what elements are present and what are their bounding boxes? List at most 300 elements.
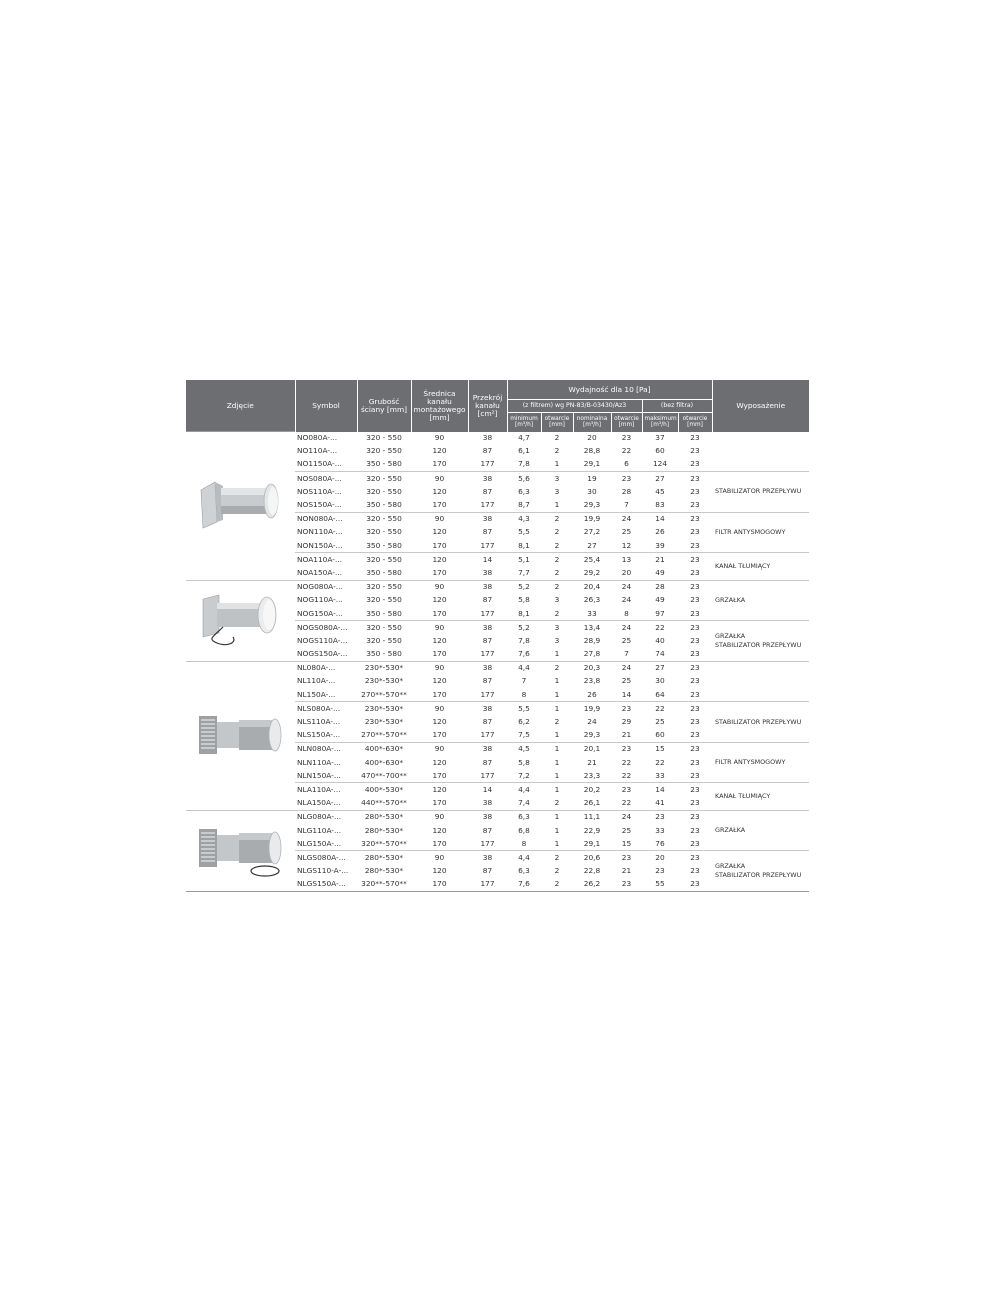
cell-opening-min: 1 [541, 742, 573, 756]
cell-max-flow: 76 [655, 838, 665, 848]
cell-min-flow: 8 [521, 838, 527, 848]
cell-opening-nominal: 22 [621, 770, 632, 780]
cell-max-flow: 14 [642, 783, 678, 797]
cell-symbol: NO110A-... [297, 446, 338, 456]
cell-channel-diameter: 170 [432, 500, 447, 510]
cell-channel-diameter: 170 [432, 838, 447, 848]
cell-opening-min: 2 [541, 580, 573, 594]
cell-channel-diameter: 120 [432, 866, 447, 876]
cell-opening-min: 1 [541, 702, 573, 716]
cell-opening-max: 23 [690, 595, 700, 605]
cell-symbol: NO080A-... [297, 433, 338, 443]
cell-wall-thickness: 320 - 550 [366, 595, 402, 605]
cell-opening-max: 23 [690, 433, 700, 443]
cell-symbol: NON110A-... [297, 527, 343, 537]
cell-opening-nominal: 20 [621, 567, 632, 577]
cell-channel-section: 14 [468, 783, 507, 797]
cell-opening-max: 23 [690, 838, 700, 848]
cell-equipment: FILTR ANTYSMOGOWY [712, 512, 809, 553]
cell-opening-max: 23 [690, 730, 700, 740]
cell-nominal-flow: 30 [587, 486, 597, 496]
table-row [186, 432, 809, 445]
cell-nominal-flow: 23,8 [583, 676, 601, 686]
cell-symbol: NOG110A-... [297, 595, 343, 605]
cell-nominal-flow: 19,9 [573, 512, 611, 526]
cell-symbol: NL150A-... [297, 689, 336, 699]
cell-opening-min: 2 [541, 553, 573, 567]
cell-min-flow: 4,5 [507, 742, 541, 756]
cell-symbol: NLGS150A-... [297, 879, 346, 889]
cell-wall-thickness: 280*-530* [357, 810, 411, 824]
cell-opening-max: 23 [690, 757, 700, 767]
cell-min-flow: 4,4 [507, 851, 541, 865]
cell-channel-diameter: 90 [411, 851, 468, 865]
cell-opening-max: 23 [678, 810, 712, 824]
cell-channel-diameter: 90 [411, 472, 468, 486]
cell-wall-thickness: 350 - 580 [366, 567, 402, 577]
cell-opening-max: 23 [678, 783, 712, 797]
cell-opening-nominal: 23 [611, 851, 642, 865]
cell-channel-diameter: 170 [432, 879, 447, 889]
cell-channel-section: 87 [482, 635, 493, 645]
cell-wall-thickness: 320 - 550 [357, 621, 411, 635]
cell-channel-section: 14 [468, 553, 507, 567]
cell-wall-thickness: 270**-570** [361, 730, 407, 740]
cell-opening-min: 1 [554, 459, 560, 469]
cell-opening-max: 23 [690, 446, 700, 456]
cell-opening-min: 3 [554, 635, 560, 645]
cell-wall-thickness: 320 - 550 [366, 635, 402, 645]
cell-nominal-flow: 26,3 [583, 595, 601, 605]
cell-nominal-flow: 21 [587, 757, 597, 767]
cell-opening-nominal: 28 [621, 486, 632, 496]
cell-opening-max: 23 [690, 825, 700, 835]
cell-opening-max: 23 [690, 717, 700, 727]
cell-wall-thickness: 400*-630* [364, 757, 404, 767]
cell-min-flow: 6,2 [518, 717, 530, 727]
cell-symbol: NLGS110-A-... [297, 866, 349, 876]
cell-max-flow: 26 [655, 527, 665, 537]
cell-opening-max: 23 [678, 580, 712, 594]
cell-opening-max: 23 [678, 851, 712, 865]
cell-wall-thickness: 280*-530* [364, 825, 404, 835]
cell-max-flow: 30 [655, 676, 665, 686]
cell-channel-section: 177 [480, 540, 495, 550]
cell-symbol: NOS110A-... [297, 486, 342, 496]
cell-symbol: NOGS110A-... [297, 635, 348, 645]
cell-wall-thickness: 230*-530* [364, 676, 404, 686]
cell-opening-nominal: 23 [611, 472, 642, 486]
cell-nominal-flow: 26 [587, 689, 597, 699]
cell-opening-min: 3 [554, 595, 560, 605]
cell-opening-max: 23 [678, 553, 712, 567]
cell-max-flow: 33 [655, 825, 665, 835]
cell-wall-thickness: 280*-530* [357, 851, 411, 865]
cell-symbol: NLN150A-... [297, 770, 341, 780]
cell-channel-diameter: 170 [432, 567, 447, 577]
cell-wall-thickness: 230*-530* [364, 717, 404, 727]
cell-wall-thickness: 350 - 580 [366, 649, 402, 659]
cell-wall-thickness: 400*-630* [357, 742, 411, 756]
header-opening-3: otwarcie [mm] [678, 413, 712, 432]
header-max: maksimum [m³/h] [642, 413, 678, 432]
cell-nominal-flow: 29,2 [583, 567, 601, 577]
cell-opening-min: 1 [554, 689, 560, 699]
cell-wall-thickness: 320 - 550 [357, 472, 411, 486]
cell-opening-max: 23 [690, 540, 700, 550]
cell-opening-min: 1 [554, 730, 560, 740]
wall-inlet-grille-heater-icon [186, 810, 295, 891]
cell-opening-max: 23 [690, 649, 700, 659]
cell-opening-min: 1 [554, 676, 560, 686]
cell-opening-nominal: 8 [624, 608, 629, 618]
cell-opening-min: 2 [554, 608, 560, 618]
cell-channel-section: 177 [480, 608, 495, 618]
cell-max-flow: 22 [655, 757, 665, 767]
cell-opening-min: 2 [541, 661, 573, 675]
cell-channel-diameter: 120 [411, 553, 468, 567]
header-with-filter: (z filtrem) wg PN-83/B-03430/Az3 [507, 400, 642, 413]
cell-symbol: NLS150A-... [297, 730, 341, 740]
header-wall-thickness: Grubość ściany [mm] [357, 380, 411, 432]
cell-channel-diameter: 170 [432, 608, 447, 618]
cell-opening-nominal: 25 [621, 635, 632, 645]
cell-max-flow: 22 [642, 621, 678, 635]
cell-symbol: NOG080A-... [295, 580, 357, 594]
cell-channel-section: 87 [482, 595, 493, 605]
cell-min-flow: 5,2 [507, 621, 541, 635]
cell-channel-section: 177 [480, 689, 495, 699]
cell-channel-section: 38 [468, 580, 507, 594]
cell-equipment: STABILIZATOR PRZEPŁYWU [712, 702, 809, 743]
cell-opening-nominal: 6 [624, 459, 629, 469]
cell-opening-max: 23 [690, 500, 700, 510]
cell-nominal-flow: 20 [587, 433, 597, 443]
cell-channel-section: 177 [480, 730, 495, 740]
wall-inlet-heater-icon [186, 580, 295, 661]
cell-symbol: NOA150A-... [297, 567, 342, 577]
cell-min-flow: 7,8 [518, 459, 530, 469]
cell-channel-diameter: 90 [411, 621, 468, 635]
cell-nominal-flow: 20,2 [573, 783, 611, 797]
cell-nominal-flow: 22,8 [583, 866, 601, 876]
cell-min-flow: 5,2 [507, 580, 541, 594]
cell-max-flow: 41 [655, 798, 665, 808]
cell-min-flow: 4,3 [507, 512, 541, 526]
cell-channel-section: 38 [468, 512, 507, 526]
cell-wall-thickness: 320 - 550 [357, 553, 411, 567]
cell-symbol: NLS080A-... [295, 702, 357, 716]
cell-opening-min: 2 [554, 717, 560, 727]
cell-opening-min: 1 [554, 825, 560, 835]
cell-channel-section: 87 [482, 527, 493, 537]
cell-wall-thickness: 350 - 580 [366, 608, 402, 618]
cell-opening-min: 2 [554, 527, 560, 537]
cell-symbol: NLA110A-... [295, 783, 357, 797]
cell-channel-diameter: 120 [432, 635, 447, 645]
cell-channel-diameter: 120 [432, 486, 447, 496]
cell-channel-diameter: 170 [432, 540, 447, 550]
cell-nominal-flow: 20,4 [573, 580, 611, 594]
table-row [186, 580, 809, 594]
cell-wall-thickness: 320 - 550 [366, 433, 402, 443]
cell-channel-diameter: 170 [432, 730, 447, 740]
cell-opening-min: 2 [554, 446, 560, 456]
cell-max-flow: 40 [655, 635, 665, 645]
header-channel-diameter: Średnica kanału montażowego [mm] [411, 380, 468, 432]
header-opening-2: otwarcie [mm] [611, 413, 642, 432]
cell-equipment: STABILIZATOR PRZEPŁYWU [712, 472, 809, 513]
cell-channel-section: 38 [468, 621, 507, 635]
cell-min-flow: 5,6 [507, 472, 541, 486]
cell-nominal-flow: 11,1 [573, 810, 611, 824]
cell-max-flow: 25 [655, 717, 665, 727]
cell-symbol: NOGS080A-... [295, 621, 357, 635]
cell-symbol: NLG150A-... [297, 838, 342, 848]
cell-max-flow: 23 [655, 866, 665, 876]
cell-equipment: KANAŁ TŁUMIĄCY [712, 783, 809, 810]
cell-equipment [712, 661, 809, 702]
cell-nominal-flow: 20,6 [573, 851, 611, 865]
cell-opening-nominal: 24 [611, 661, 642, 675]
cell-opening-nominal: 15 [621, 838, 632, 848]
cell-max-flow: 49 [655, 567, 665, 577]
cell-opening-nominal: 25 [621, 825, 632, 835]
cell-opening-max: 23 [690, 676, 700, 686]
cell-opening-max: 23 [690, 459, 700, 469]
cell-opening-max: 23 [678, 661, 712, 675]
cell-max-flow: 49 [655, 595, 665, 605]
cell-max-flow: 27 [642, 472, 678, 486]
cell-channel-section: 177 [480, 879, 495, 889]
cell-channel-diameter: 120 [432, 757, 447, 767]
cell-nominal-flow: 26,2 [583, 879, 601, 889]
cell-channel-diameter: 90 [411, 702, 468, 716]
cell-opening-nominal: 14 [621, 689, 632, 699]
cell-wall-thickness: 440**-570** [361, 798, 407, 808]
cell-max-flow: 22 [642, 702, 678, 716]
header-nominal: nominalna [m³/h] [573, 413, 611, 432]
cell-min-flow: 7,6 [518, 879, 530, 889]
cell-opening-max: 23 [690, 879, 700, 889]
cell-channel-section: 87 [482, 676, 493, 686]
header-min: minimum [m³/h] [507, 413, 541, 432]
cell-opening-nominal: 23 [621, 879, 632, 889]
cell-nominal-flow: 27,2 [583, 527, 601, 537]
cell-max-flow: 83 [655, 500, 665, 510]
cell-symbol: NLG110A-... [297, 825, 342, 835]
table-row [186, 810, 809, 824]
cell-channel-section: 38 [468, 661, 507, 675]
cell-opening-max: 23 [690, 567, 700, 577]
cell-channel-diameter: 170 [432, 770, 447, 780]
cell-symbol: NOS150A-... [297, 500, 342, 510]
cell-nominal-flow: 28,8 [583, 446, 601, 456]
cell-min-flow: 6,3 [518, 486, 530, 496]
cell-wall-thickness: 230*-530* [357, 702, 411, 716]
cell-opening-min: 1 [554, 500, 560, 510]
cell-opening-nominal: 23 [621, 433, 632, 443]
cell-channel-diameter: 120 [411, 783, 468, 797]
cell-max-flow: 45 [655, 486, 665, 496]
cell-symbol: NOS080A-... [295, 472, 357, 486]
cell-max-flow: 37 [655, 433, 665, 443]
cell-wall-thickness: 320 - 550 [357, 580, 411, 594]
product-table-container [186, 380, 809, 892]
cell-min-flow: 6,1 [518, 446, 530, 456]
cell-opening-max: 23 [690, 635, 700, 645]
cell-max-flow: 55 [655, 879, 665, 889]
cell-max-flow: 14 [642, 512, 678, 526]
cell-wall-thickness: 350 - 580 [366, 540, 402, 550]
header-channel-section: Przekrój kanału [cm²] [468, 380, 507, 432]
cell-wall-thickness: 320**-570** [361, 879, 407, 889]
cell-opening-nominal: 23 [611, 783, 642, 797]
cell-symbol: NLN110A-... [297, 757, 341, 767]
cell-opening-min: 3 [541, 621, 573, 635]
cell-opening-nominal: 23 [611, 742, 642, 756]
cell-opening-max: 23 [690, 527, 700, 537]
cell-channel-section: 38 [482, 567, 493, 577]
cell-opening-max: 23 [678, 702, 712, 716]
cell-min-flow: 7 [521, 676, 527, 686]
cell-opening-nominal: 24 [611, 621, 642, 635]
cell-channel-diameter: 120 [432, 825, 447, 835]
cell-opening-min: 2 [541, 851, 573, 865]
cell-opening-nominal: 24 [611, 580, 642, 594]
cell-nominal-flow: 23,3 [583, 770, 601, 780]
cell-wall-thickness: 280*-530* [364, 866, 404, 876]
cell-opening-nominal: 21 [621, 730, 632, 740]
cell-min-flow: 7,2 [518, 770, 530, 780]
cell-equipment: GRZAŁKA STABILIZATOR PRZEPŁYWU [712, 851, 809, 892]
cell-nominal-flow: 19,9 [573, 702, 611, 716]
cell-channel-section: 38 [468, 810, 507, 824]
cell-symbol: NLGS080A-... [295, 851, 357, 865]
cell-symbol: NOG150A-... [297, 608, 343, 618]
cell-opening-max: 23 [690, 798, 700, 808]
cell-opening-min: 1 [554, 757, 560, 767]
cell-wall-thickness: 270**-570** [361, 689, 407, 699]
cell-opening-min: 2 [554, 567, 560, 577]
cell-opening-nominal: 7 [624, 500, 629, 510]
cell-nominal-flow: 29,3 [583, 730, 601, 740]
cell-min-flow: 6,3 [518, 866, 530, 876]
cell-opening-min: 1 [554, 770, 560, 780]
cell-opening-max: 23 [678, 472, 712, 486]
cell-channel-section: 38 [482, 433, 493, 443]
cell-channel-section: 38 [468, 742, 507, 756]
cell-symbol: NLS110A-... [297, 717, 341, 727]
cell-opening-max: 23 [678, 512, 712, 526]
cell-max-flow: 39 [655, 540, 665, 550]
cell-opening-max: 23 [690, 770, 700, 780]
cell-opening-max: 23 [690, 866, 700, 876]
cell-equipment: FILTR ANTYSMOGOWY [712, 742, 809, 783]
cell-channel-section: 38 [468, 702, 507, 716]
cell-wall-thickness: 350 - 580 [366, 459, 402, 469]
cell-channel-diameter: 90 [411, 742, 468, 756]
cell-symbol: NL080A-... [295, 661, 357, 675]
cell-equipment: KANAŁ TŁUMIĄCY [712, 553, 809, 580]
cell-channel-section: 87 [482, 825, 493, 835]
cell-channel-diameter: 90 [411, 810, 468, 824]
cell-channel-section: 87 [482, 486, 493, 496]
cell-symbol: NLA150A-... [297, 798, 341, 808]
cell-min-flow: 4,4 [507, 783, 541, 797]
cell-channel-diameter: 170 [432, 689, 447, 699]
cell-channel-diameter: 120 [432, 676, 447, 686]
cell-nominal-flow: 29,3 [583, 500, 601, 510]
cell-opening-max: 23 [678, 742, 712, 756]
cell-nominal-flow: 24 [587, 717, 597, 727]
cell-max-flow: 74 [655, 649, 665, 659]
cell-channel-section: 87 [482, 717, 493, 727]
cell-symbol: NOGS150A-... [297, 649, 348, 659]
cell-channel-diameter: 120 [432, 717, 447, 727]
cell-opening-min: 1 [541, 783, 573, 797]
cell-min-flow: 8,1 [518, 608, 530, 618]
cell-opening-nominal: 22 [621, 798, 632, 808]
cell-opening-min: 1 [554, 649, 560, 659]
cell-min-flow: 5,8 [518, 595, 530, 605]
cell-channel-section: 177 [480, 500, 495, 510]
cell-equipment [712, 432, 809, 472]
cell-max-flow: 124 [652, 459, 668, 469]
cell-min-flow: 5,5 [507, 702, 541, 716]
cell-nominal-flow: 20,1 [573, 742, 611, 756]
cell-max-flow: 23 [642, 810, 678, 824]
cell-max-flow: 60 [655, 730, 665, 740]
cell-channel-section: 87 [482, 446, 493, 456]
cell-max-flow: 27 [642, 661, 678, 675]
cell-nominal-flow: 27,8 [583, 649, 601, 659]
cell-opening-min: 1 [554, 838, 560, 848]
cell-channel-diameter: 170 [432, 459, 447, 469]
cell-equipment: GRZAŁKA [712, 580, 809, 621]
cell-nominal-flow: 27 [587, 540, 597, 550]
cell-symbol: NLG080A-... [295, 810, 357, 824]
cell-min-flow: 5,5 [518, 527, 530, 537]
cell-symbol: NO1150A-... [297, 459, 342, 469]
cell-nominal-flow: 33 [587, 608, 597, 618]
cell-opening-min: 1 [541, 810, 573, 824]
cell-channel-section: 38 [468, 472, 507, 486]
cell-min-flow: 7,4 [518, 798, 530, 808]
cell-opening-nominal: 22 [621, 446, 632, 456]
cell-equipment: GRZAŁKA STABILIZATOR PRZEPŁYWU [712, 621, 809, 662]
cell-symbol: NL110A-... [297, 676, 336, 686]
cell-opening-min: 2 [554, 433, 560, 443]
cell-wall-thickness: 350 - 580 [366, 500, 402, 510]
cell-opening-min: 2 [554, 798, 560, 808]
cell-min-flow: 7,5 [518, 730, 530, 740]
cell-channel-diameter: 170 [432, 649, 447, 659]
cell-symbol: NON150A-... [297, 540, 343, 550]
cell-equipment: GRZAŁKA [712, 810, 809, 851]
cell-min-flow: 4,4 [507, 661, 541, 675]
cell-channel-section: 177 [480, 770, 495, 780]
cell-nominal-flow: 29,1 [583, 838, 601, 848]
cell-wall-thickness: 320 - 550 [366, 446, 402, 456]
cell-nominal-flow: 26,1 [583, 798, 601, 808]
cell-channel-section: 87 [482, 757, 493, 767]
cell-min-flow: 4,7 [518, 433, 530, 443]
cell-nominal-flow: 22,9 [583, 825, 601, 835]
cell-channel-section: 87 [482, 866, 493, 876]
cell-opening-max: 23 [690, 608, 700, 618]
cell-channel-diameter: 120 [432, 446, 447, 456]
